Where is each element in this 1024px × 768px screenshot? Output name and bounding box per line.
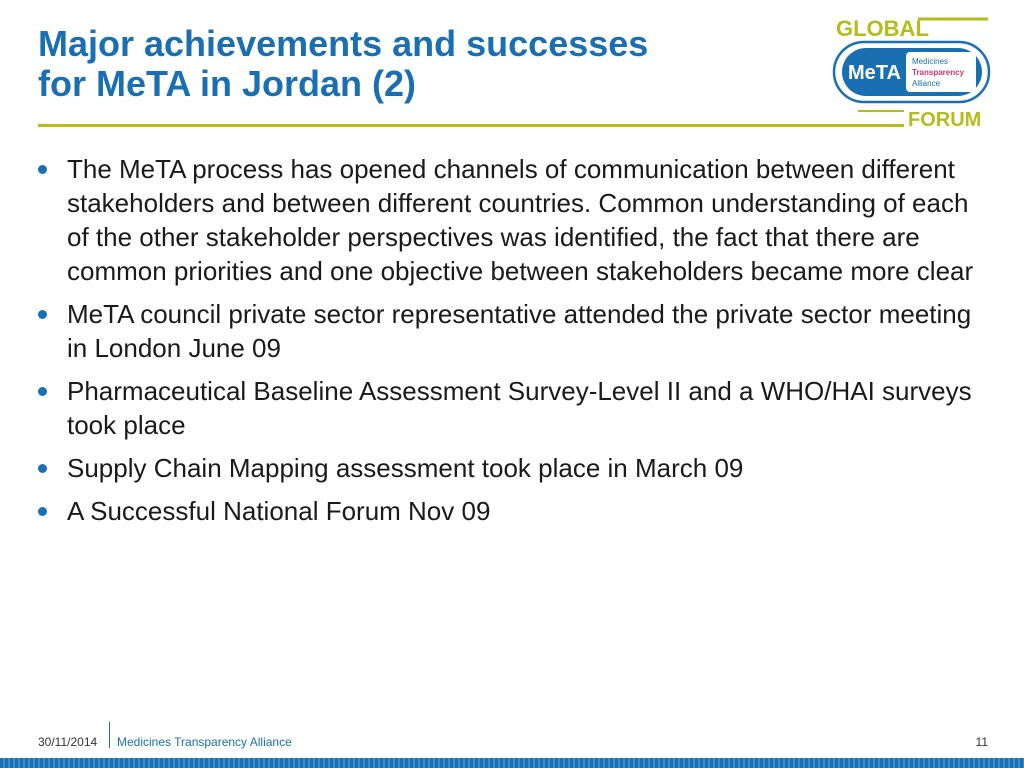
logo-alliance-text: Alliance <box>912 79 941 88</box>
bullet-text: The MeTA process has opened channels of communication between different stakeholders and between different countries. Common understanding of each of the other stakeholder perspectives was identified, the fact that there are common priorities and one objective between stakeholders became more clear <box>67 154 974 286</box>
slide-title-line-1: Major achievements and successes <box>38 23 649 64</box>
slide-title <box>38 24 798 104</box>
footer-date: 30/11/2014 <box>38 735 98 749</box>
bullet-item <box>38 494 978 528</box>
bullet-dot-icon <box>38 310 47 319</box>
bullet-text: MeTA council private sector representative attended the private sector meeting in London June 09 <box>67 299 972 363</box>
bullet-dot-icon <box>38 165 47 174</box>
footer-divider <box>109 722 110 748</box>
title-divider <box>38 124 904 127</box>
bullet-text: Supply Chain Mapping assessment took place in March 09 <box>67 453 744 483</box>
bullet-list <box>38 152 978 537</box>
bullet-dot-icon <box>38 387 47 396</box>
footer-organization: Medicines Transparency Alliance <box>117 735 292 749</box>
footer-page-number: 11 <box>975 735 988 749</box>
logo-medicines-text: Medicines <box>912 57 949 66</box>
bullet-item <box>38 297 978 365</box>
logo-global-text: GLOBAL <box>836 16 929 41</box>
logo-meta-text: MeTA <box>848 62 901 84</box>
bullet-text: A Successful National Forum Nov 09 <box>67 496 491 526</box>
slide-title-line-2: for MeTA in Jordan (2) <box>38 63 416 104</box>
bullet-dot-icon <box>38 464 47 473</box>
bullet-item <box>38 451 978 485</box>
bullet-dot-icon <box>38 507 47 516</box>
logo-transparency-text: Transparency <box>912 68 965 77</box>
logo-forum-text: FORUM <box>908 109 982 131</box>
bullet-item <box>38 374 978 442</box>
bullet-item <box>38 152 978 288</box>
global-forum-logo <box>828 12 998 132</box>
bullet-text: Pharmaceutical Baseline Assessment Survey-Level II and a WHO/HAI surveys took place <box>67 376 972 440</box>
bottom-decorative-bar <box>0 758 1024 768</box>
